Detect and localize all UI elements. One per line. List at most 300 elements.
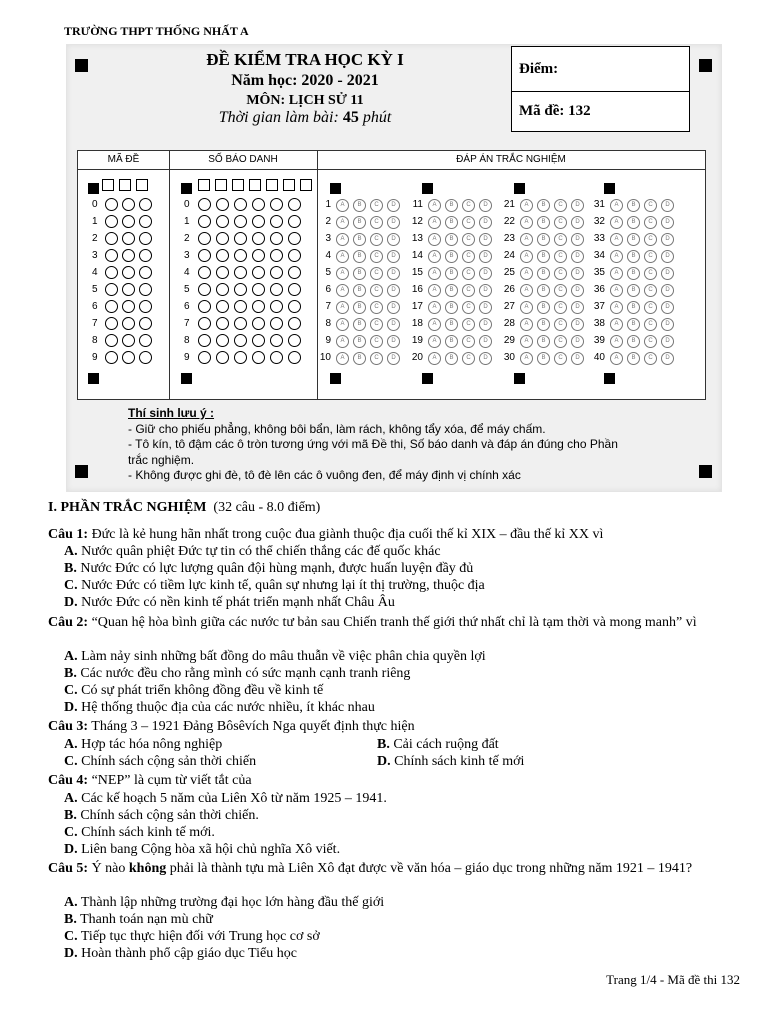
answer-bubble-c[interactable]: C [554,199,567,212]
answer-bubble-d[interactable]: D [661,318,674,331]
answer-bubble-b[interactable]: B [627,301,640,314]
answer-bubble-a[interactable]: A [336,199,349,212]
sbd-bubble[interactable] [252,232,265,245]
code-bubble[interactable] [139,249,152,262]
answer-bubble-a[interactable]: A [610,318,623,331]
sbd-bubble[interactable] [288,215,301,228]
answer-bubble-a[interactable]: A [520,216,533,229]
sbd-bubble[interactable] [198,283,211,296]
option-b: B. Nước Đức có lực lượng quân đội hùng mạnh, được huấn luyện đầy đủ [64,561,474,576]
sbd-bubble[interactable] [288,317,301,330]
answer-bubble-b[interactable]: B [353,267,366,280]
code-bubble[interactable] [105,215,118,228]
sbd-bubble[interactable] [216,266,229,279]
code-bubble[interactable] [122,300,135,313]
answer-bubble-a[interactable]: A [520,335,533,348]
digit-label: 9 [92,352,98,363]
answer-bubble-c[interactable]: C [462,301,475,314]
sbd-bubble[interactable] [216,317,229,330]
answer-bubble-c[interactable]: C [644,352,657,365]
sbd-bubble[interactable] [288,334,301,347]
answer-bubble-c[interactable]: C [554,318,567,331]
sbd-bubble[interactable] [252,300,265,313]
sbd-bubble[interactable] [198,215,211,228]
answer-bubble-b[interactable]: B [537,250,550,263]
sbd-bubble[interactable] [198,351,211,364]
code-bubble[interactable] [105,198,118,211]
answer-question-number: 29 [503,335,515,346]
sbd-entry-box[interactable] [232,179,244,191]
answer-question-number: 20 [411,352,423,363]
code-bubble[interactable] [122,351,135,364]
answer-bubble-d[interactable]: D [479,199,492,212]
answer-question-number: 39 [593,335,605,346]
answer-bubble-d[interactable]: D [661,199,674,212]
answer-question-number: 38 [593,318,605,329]
answer-bubble-c[interactable]: C [554,267,567,280]
sbd-bubble[interactable] [216,249,229,262]
answer-bubble-c[interactable]: C [462,216,475,229]
timing-mark [88,373,99,384]
answer-bubble-a[interactable]: A [520,284,533,297]
question-2: Câu 2: “Quan hệ hòa bình giữa các nước tư bản sau Chiến tranh thế giới thứ nhất chỉ là tạm thời và mong manh” vì [48,615,697,630]
answer-bubble-d[interactable]: D [479,335,492,348]
answer-bubble-b[interactable]: B [353,233,366,246]
answer-bubble-d[interactable]: D [571,250,584,263]
sbd-bubble[interactable] [288,249,301,262]
answer-bubble-a[interactable]: A [520,352,533,365]
answer-bubble-d[interactable]: D [661,267,674,280]
answer-bubble-b[interactable]: B [627,233,640,246]
answer-bubble-c[interactable]: C [644,250,657,263]
sbd-entry-box[interactable] [215,179,227,191]
sbd-bubble[interactable] [198,266,211,279]
answer-bubble-c[interactable]: C [554,250,567,263]
answer-bubble-c[interactable]: C [462,284,475,297]
sbd-bubble[interactable] [198,300,211,313]
sbd-bubble[interactable] [234,283,247,296]
answer-bubble-d[interactable]: D [387,352,400,365]
sbd-bubble[interactable] [270,334,283,347]
sbd-entry-box[interactable] [300,179,312,191]
code-bubble[interactable] [122,198,135,211]
answer-question-number: 4 [325,250,331,261]
answer-bubble-d[interactable]: D [387,267,400,280]
sbd-bubble[interactable] [288,198,301,211]
sbd-entry-box[interactable] [249,179,261,191]
timing-mark [514,373,525,384]
exam-title: ĐỀ KIỂM TRA HỌC KỲ I [206,50,404,69]
answer-bubble-b[interactable]: B [445,335,458,348]
digit-label: 5 [92,284,98,295]
answer-bubble-a[interactable]: A [610,301,623,314]
sbd-bubble[interactable] [252,249,265,262]
sbd-bubble[interactable] [234,317,247,330]
answer-bubble-a[interactable]: A [520,233,533,246]
sbd-bubble[interactable] [198,334,211,347]
header-answers: ĐÁP ÁN TRẮC NGHIỆM [317,151,705,170]
answer-bubble-c[interactable]: C [462,267,475,280]
answer-bubble-c[interactable]: C [370,267,383,280]
answer-bubble-d[interactable]: D [387,284,400,297]
answer-bubble-a[interactable]: A [428,250,441,263]
answer-bubble-a[interactable]: A [428,318,441,331]
answer-bubble-d[interactable]: D [571,352,584,365]
code-bubble[interactable] [105,283,118,296]
answer-question-number: 6 [325,284,331,295]
answer-bubble-c[interactable]: C [370,250,383,263]
answer-bubble-c[interactable]: C [370,233,383,246]
answer-bubble-a[interactable]: A [520,199,533,212]
answer-bubble-b[interactable]: B [537,199,550,212]
answer-bubble-c[interactable]: C [554,284,567,297]
code-bubble[interactable] [139,198,152,211]
answer-bubble-c[interactable]: C [462,318,475,331]
answer-bubble-c[interactable]: C [370,284,383,297]
sbd-bubble[interactable] [252,283,265,296]
answer-bubble-a[interactable]: A [610,335,623,348]
option-d: D. Liên bang Cộng hòa xã hội chủ nghĩa Xô viết. [64,842,341,857]
answer-bubble-c[interactable]: C [370,352,383,365]
answer-bubble-b[interactable]: B [445,301,458,314]
code-bubble[interactable] [122,283,135,296]
answer-bubble-c[interactable]: C [644,199,657,212]
code-entry-box[interactable] [102,179,114,191]
answer-bubble-a[interactable]: A [610,199,623,212]
sbd-bubble[interactable] [270,300,283,313]
answer-bubble-d[interactable]: D [479,318,492,331]
code-bubble[interactable] [139,300,152,313]
sbd-bubble[interactable] [198,198,211,211]
option-c: C. Chính sách cộng sản thời chiến [64,754,257,769]
answer-bubble-d[interactable]: D [661,216,674,229]
sbd-bubble[interactable] [234,266,247,279]
answer-bubble-a[interactable]: A [610,267,623,280]
code-bubble[interactable] [122,266,135,279]
answer-bubble-a[interactable]: A [336,267,349,280]
answer-bubble-b[interactable]: B [537,301,550,314]
answer-bubble-a[interactable]: A [520,267,533,280]
answer-bubble-a[interactable]: A [610,250,623,263]
sbd-bubble[interactable] [216,283,229,296]
answer-bubble-d[interactable]: D [661,335,674,348]
score-box [511,46,690,132]
answer-question-number: 31 [593,199,605,210]
code-bubble[interactable] [139,232,152,245]
answer-bubble-d[interactable]: D [661,301,674,314]
timing-mark [604,373,615,384]
sbd-bubble[interactable] [216,351,229,364]
answer-question-number: 40 [593,352,605,363]
sbd-bubble[interactable] [234,232,247,245]
answer-bubble-b[interactable]: B [537,318,550,331]
sbd-bubble[interactable] [288,300,301,313]
answer-bubble-b[interactable]: B [445,284,458,297]
sbd-bubble[interactable] [216,300,229,313]
sbd-bubble[interactable] [288,232,301,245]
digit-label: 0 [92,199,98,210]
digit-label: 1 [92,216,98,227]
sbd-bubble[interactable] [198,249,211,262]
sbd-entry-box[interactable] [283,179,295,191]
sbd-bubble[interactable] [270,266,283,279]
sbd-bubble[interactable] [216,232,229,245]
answer-bubble-b[interactable]: B [627,352,640,365]
answer-bubble-d[interactable]: D [479,250,492,263]
answer-bubble-b[interactable]: B [445,318,458,331]
note-line: trắc nghiệm. [128,452,195,467]
code-bubble[interactable] [122,232,135,245]
answer-bubble-a[interactable]: A [520,301,533,314]
sbd-entry-box[interactable] [198,179,210,191]
sbd-bubble[interactable] [198,232,211,245]
answer-bubble-a[interactable]: A [336,233,349,246]
answer-question-number: 15 [411,267,423,278]
answer-bubble-b[interactable]: B [353,318,366,331]
code-bubble[interactable] [105,334,118,347]
answer-bubble-a[interactable]: A [336,352,349,365]
code-bubble[interactable] [122,215,135,228]
section-title: I. PHẦN TRẮC NGHIỆM (32 câu - 8.0 điểm) [48,500,321,515]
sbd-bubble[interactable] [234,198,247,211]
answer-bubble-d[interactable]: D [387,335,400,348]
sbd-bubble[interactable] [234,351,247,364]
answer-bubble-d[interactable]: D [479,301,492,314]
answer-bubble-d[interactable]: D [571,335,584,348]
timing-mark [604,183,615,194]
answer-bubble-b[interactable]: B [627,216,640,229]
answer-bubble-c[interactable]: C [554,216,567,229]
answer-bubble-d[interactable]: D [571,199,584,212]
answer-bubble-d[interactable]: D [479,267,492,280]
answer-bubble-d[interactable]: D [571,216,584,229]
answer-bubble-c[interactable]: C [554,233,567,246]
code-entry-box[interactable] [119,179,131,191]
sbd-bubble[interactable] [234,249,247,262]
sbd-bubble[interactable] [252,351,265,364]
code-bubble[interactable] [105,351,118,364]
answer-bubble-c[interactable]: C [554,301,567,314]
sbd-bubble[interactable] [216,215,229,228]
answer-bubble-a[interactable]: A [336,318,349,331]
sbd-bubble[interactable] [252,334,265,347]
answer-bubble-a[interactable]: A [336,216,349,229]
answer-bubble-c[interactable]: C [644,318,657,331]
answer-bubble-c[interactable]: C [554,352,567,365]
sbd-bubble[interactable] [252,198,265,211]
answer-bubble-a[interactable]: A [610,352,623,365]
code-bubble[interactable] [122,334,135,347]
answer-bubble-d[interactable]: D [661,352,674,365]
answer-bubble-a[interactable]: A [520,318,533,331]
answer-bubble-a[interactable]: A [336,284,349,297]
answer-bubble-a[interactable]: A [336,301,349,314]
answer-bubble-c[interactable]: C [462,199,475,212]
answer-bubble-b[interactable]: B [445,250,458,263]
answer-bubble-d[interactable]: D [571,284,584,297]
answer-bubble-b[interactable]: B [627,318,640,331]
sbd-bubble[interactable] [270,198,283,211]
answer-bubble-d[interactable]: D [479,233,492,246]
answer-bubble-c[interactable]: C [462,335,475,348]
answer-bubble-a[interactable]: A [610,216,623,229]
answer-bubble-c[interactable]: C [644,301,657,314]
code-bubble[interactable] [105,266,118,279]
code-bubble[interactable] [139,351,152,364]
answer-bubble-b[interactable]: B [537,233,550,246]
answer-bubble-a[interactable]: A [428,199,441,212]
school-name: TRƯỜNG THPT THỐNG NHẤT A [64,24,249,38]
answer-bubble-d[interactable]: D [661,284,674,297]
answer-bubble-c[interactable]: C [462,250,475,263]
option-b: B. Cải cách ruộng đất [377,737,499,752]
answer-bubble-d[interactable]: D [571,318,584,331]
sbd-bubble[interactable] [216,198,229,211]
sbd-entry-box[interactable] [266,179,278,191]
sbd-bubble[interactable] [288,351,301,364]
answer-bubble-a[interactable]: A [610,233,623,246]
code-bubble[interactable] [139,334,152,347]
answer-bubble-d[interactable]: D [661,250,674,263]
answer-bubble-b[interactable]: B [537,284,550,297]
answer-bubble-b[interactable]: B [537,216,550,229]
answer-question-number: 23 [503,233,515,244]
answer-bubble-c[interactable]: C [370,335,383,348]
answer-bubble-d[interactable]: D [387,318,400,331]
sbd-bubble[interactable] [234,215,247,228]
sbd-bubble[interactable] [234,334,247,347]
sbd-bubble[interactable] [252,266,265,279]
answer-bubble-c[interactable]: C [462,352,475,365]
answer-bubble-d[interactable]: D [661,233,674,246]
code-bubble[interactable] [139,317,152,330]
answer-bubble-a[interactable]: A [428,216,441,229]
answer-bubble-d[interactable]: D [387,216,400,229]
code-bubble[interactable] [105,317,118,330]
code-bubble[interactable] [139,266,152,279]
answer-bubble-c[interactable]: C [644,267,657,280]
answer-bubble-b[interactable]: B [537,267,550,280]
answer-bubble-c[interactable]: C [370,301,383,314]
answer-bubble-d[interactable]: D [479,216,492,229]
answer-bubble-a[interactable]: A [428,267,441,280]
answer-bubble-b[interactable]: B [353,250,366,263]
answer-bubble-b[interactable]: B [627,199,640,212]
sbd-bubble[interactable] [252,215,265,228]
timing-mark [514,183,525,194]
answer-bubble-b[interactable]: B [445,216,458,229]
option-c: C. Có sự phát triển không đồng đều về kinh tế [64,683,324,698]
answer-question-number: 21 [503,199,515,210]
answer-bubble-a[interactable]: A [428,233,441,246]
answer-bubble-a[interactable]: A [336,335,349,348]
answer-bubble-d[interactable]: D [387,233,400,246]
answer-bubble-a[interactable]: A [428,284,441,297]
sbd-bubble[interactable] [288,266,301,279]
sbd-bubble[interactable] [270,249,283,262]
answer-bubble-a[interactable]: A [336,250,349,263]
answer-bubble-a[interactable]: A [520,250,533,263]
sbd-bubble[interactable] [234,300,247,313]
answer-bubble-b[interactable]: B [353,199,366,212]
answer-bubble-c[interactable]: C [644,284,657,297]
page-footer: Trang 1/4 - Mã đề thi 132 [606,972,740,987]
code-bubble[interactable] [139,215,152,228]
answer-bubble-c[interactable]: C [370,216,383,229]
answer-bubble-d[interactable]: D [571,233,584,246]
digit-label: 7 [184,318,190,329]
code-bubble[interactable] [139,283,152,296]
answer-bubble-c[interactable]: C [554,335,567,348]
answer-bubble-b[interactable]: B [537,335,550,348]
answer-question-number: 22 [503,216,515,227]
answer-bubble-d[interactable]: D [479,284,492,297]
sbd-bubble[interactable] [288,283,301,296]
sbd-bubble[interactable] [270,232,283,245]
answer-bubble-b[interactable]: B [627,284,640,297]
answer-bubble-b[interactable]: B [353,216,366,229]
code-bubble[interactable] [105,232,118,245]
answer-bubble-b[interactable]: B [627,250,640,263]
sbd-bubble[interactable] [198,317,211,330]
answer-bubble-c[interactable]: C [644,335,657,348]
sbd-bubble[interactable] [270,283,283,296]
answer-bubble-b[interactable]: B [627,267,640,280]
answer-bubble-b[interactable]: B [445,233,458,246]
answer-bubble-b[interactable]: B [445,352,458,365]
answer-bubble-c[interactable]: C [644,233,657,246]
answer-bubble-b[interactable]: B [353,352,366,365]
digit-label: 9 [184,352,190,363]
answer-question-number: 2 [325,216,331,227]
sbd-bubble[interactable] [216,334,229,347]
sbd-bubble[interactable] [270,215,283,228]
sbd-bubble[interactable] [252,317,265,330]
answer-bubble-c[interactable]: C [644,216,657,229]
answer-bubble-b[interactable]: B [353,284,366,297]
code-bubble[interactable] [122,249,135,262]
answer-bubble-c[interactable]: C [462,233,475,246]
answer-bubble-b[interactable]: B [537,352,550,365]
time-limit: Thời gian làm bài: 45 phút [218,109,392,126]
sbd-bubble[interactable] [270,317,283,330]
answer-bubble-d[interactable]: D [571,267,584,280]
code-bubble[interactable] [122,317,135,330]
answer-bubble-d[interactable]: D [479,352,492,365]
option-b: B. Thanh toán nạn mù chữ [64,912,213,927]
answer-bubble-d[interactable]: D [387,199,400,212]
answer-bubble-a[interactable]: A [428,301,441,314]
code-entry-box[interactable] [136,179,148,191]
answer-bubble-b[interactable]: B [353,301,366,314]
answer-bubble-b[interactable]: B [445,267,458,280]
sbd-bubble[interactable] [270,351,283,364]
answer-bubble-d[interactable]: D [387,301,400,314]
answer-bubble-b[interactable]: B [353,335,366,348]
answer-bubble-c[interactable]: C [370,199,383,212]
answer-bubble-b[interactable]: B [445,199,458,212]
note-line: - Tô kín, tô đậm các ô tròn tương ứng với mã Đề thi, Số báo danh và đáp án đúng cho Phần [128,437,618,451]
answer-bubble-a[interactable]: A [610,284,623,297]
answer-bubble-b[interactable]: B [627,335,640,348]
answer-bubble-c[interactable]: C [370,318,383,331]
answer-bubble-a[interactable]: A [428,352,441,365]
code-bubble[interactable] [105,300,118,313]
answer-bubble-a[interactable]: A [428,335,441,348]
answer-bubble-d[interactable]: D [387,250,400,263]
code-bubble[interactable] [105,249,118,262]
answer-bubble-d[interactable]: D [571,301,584,314]
